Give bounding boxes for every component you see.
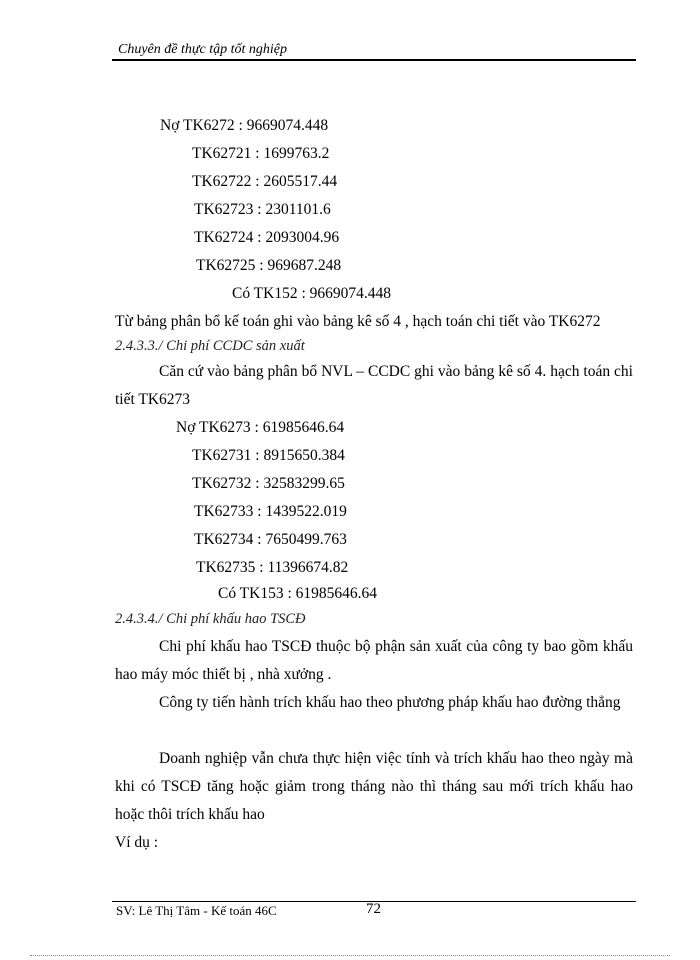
- section-heading-ccdc: 2.4.3.3./ Chi phí CCDC sản xuất: [115, 338, 305, 354]
- paragraph-example-label: Ví dụ :: [115, 834, 159, 851]
- entry-tk62732: TK62732 : 32583299.65: [192, 475, 345, 492]
- entry-credit-tk153: Có TK153 : 61985646.64: [218, 585, 378, 602]
- section-heading-depreciation: 2.4.3.4./ Chi phí khấu hao TSCĐ: [115, 611, 306, 627]
- entry-tk62731: TK62731 : 8915650.384: [192, 447, 345, 464]
- footer-author: SV: Lê Thị Tâm - Kế toán 46C: [116, 903, 277, 918]
- page-edge-divider: [30, 955, 670, 956]
- paragraph-depreciation-method: Công ty tiến hành trích khấu hao theo phương pháp khấu hao đường thẳng: [159, 694, 621, 711]
- paragraph-depreciation-timing: Doanh nghiệp vẫn chưa thực hiện việc tính và trích khấu hao theo ngày mà khi có TSCĐ tăng hoặc giảm trong tháng nào thì tháng sau mới trích khấu hao hoặc thôi trích khấu hao: [115, 750, 633, 823]
- entry-credit-tk152: Có TK152 : 9669074.448: [232, 285, 392, 302]
- entry-debit-tk6272: Nợ TK6272 : 9669074.448: [160, 117, 329, 134]
- entry-tk62723: TK62723 : 2301101.6: [194, 201, 331, 218]
- paragraph-ledger-note: Từ bảng phân bổ kế toán ghi vào bảng kê số 4 , hạch toán chi tiết vào TK6272: [115, 313, 601, 330]
- paragraph-depreciation-scope: Chi phí khấu hao TSCĐ thuộc bộ phận sản xuất của công ty bao gồm khấu hao máy móc thiết bị , nhà xưởng .: [115, 638, 633, 683]
- entry-tk62725: TK62725 : 969687.248: [196, 257, 342, 274]
- entry-tk62721: TK62721 : 1699763.2: [192, 145, 330, 162]
- page-header-title: Chuyên đề thực tập tốt nghiệp: [118, 42, 287, 57]
- paragraph-ccdc-allocation: Căn cứ vào bảng phân bổ NVL – CCDC ghi vào bảng kê số 4. hạch toán chi tiết TK6273: [115, 363, 633, 408]
- entry-tk62734: TK62734 : 7650499.763: [194, 531, 347, 548]
- entry-tk62733: TK62733 : 1439522.019: [194, 503, 347, 520]
- entry-tk62724: TK62724 : 2093004.96: [194, 229, 340, 246]
- entry-tk62735: TK62735 : 11396674.82: [196, 559, 349, 576]
- entry-tk62722: TK62722 : 2605517.44: [192, 173, 338, 190]
- entry-debit-tk6273: Nợ TK6273 : 61985646.64: [176, 419, 345, 436]
- page-number: 72: [366, 901, 381, 917]
- header-rule: [112, 59, 636, 61]
